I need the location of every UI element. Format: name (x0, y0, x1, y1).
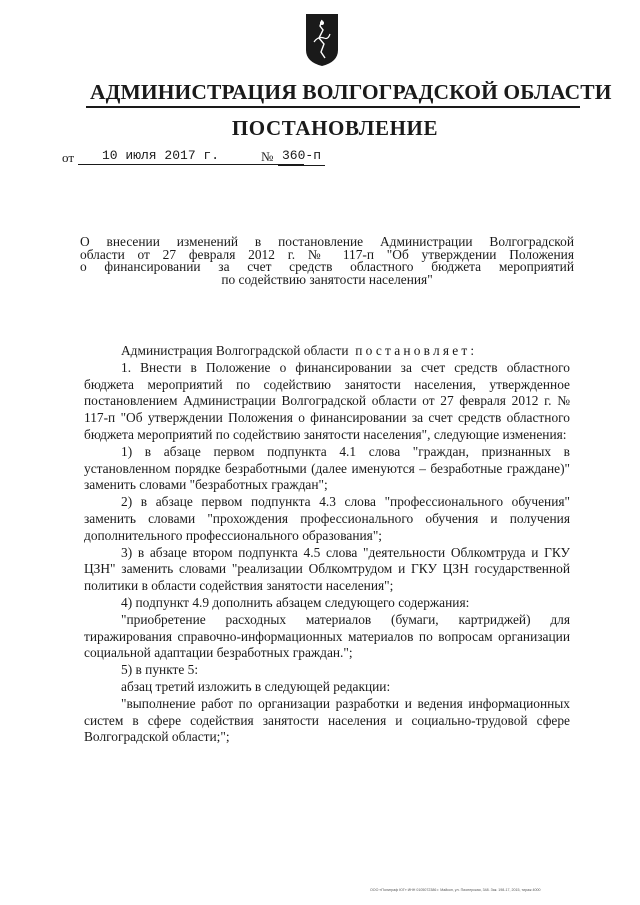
header-rule (86, 106, 580, 108)
body-paragraph: 1. Внести в Положение о финансировании за счет средств областного бюджета мероприятий по содействию занятости населения, утвержденное постановлением Администрации Волгоградской области от 27 февраля 2012 г. № 117-п "Об утверждении Положения о финансировании за счет средств областного бюджета мероприятий по содействию занятости населения", следующие изменения: (84, 359, 570, 442)
document-date: 10 июля 2017 г. (78, 148, 304, 165)
document-type: ПОСТАНОВЛЕНИЕ (231, 116, 439, 140)
body-paragraph: 3) в абзаце втором подпункта 4.5 слова "деятельности Облкомтруда и ГКУ ЦЗН" заменить словами "реализации Облкомтрудом и ГКУ ЦЗН государственной политики в области содействия занятости населения"; (84, 544, 570, 594)
from-label: от (62, 150, 75, 165)
intro-prefix: Администрация Волгоградской области (121, 343, 349, 358)
organization-name: АДМИНИСТРАЦИЯ ВОЛГОГРАДСКОЙ ОБЛАСТИ (90, 80, 612, 104)
body-paragraph: "приобретение расходных материалов (бумаги, картриджей) для тиражирования справочно-информационных материалов по вопросам организации социальной адаптации безработных граждан."; (84, 611, 570, 661)
body-paragraph: 2) в абзаце первом подпункта 4.3 слова "профессионального обучения" заменить словами "прохождения профессионального обучения и получения дополнительного профессионального образования"; (84, 494, 570, 543)
body-paragraph: 1) в абзаце первом подпункта 4.1 слова "граждан, признанных в установленном порядке безработными (далее именуются – безработные граждане)" заменить словами "безработных граждан"; (84, 443, 570, 493)
document-title (80, 236, 574, 286)
title-line: области от 27 февраля 2012 г. № 117-п "Об утверждении Положения (80, 246, 574, 262)
title-line: О внесении изменений в постановление Администрации Волгоградской (80, 234, 574, 249)
number-label: № (261, 149, 274, 164)
document-number: 360-п (278, 148, 325, 166)
body-paragraph: абзац третий изложить в следующей редакции: (121, 678, 391, 694)
title-line: по содействию занятости населения" (221, 271, 433, 287)
print-imprint: ООО «Полиграф ЮГ» ИНН 0105072386 г. Майкоп, ул. Пионерская, 348. Зак. 198-17, 2015, тираж 4000 (370, 888, 541, 892)
title-line: о финансировании за счет средств областного бюджета мероприятий (80, 259, 574, 275)
intro-resolves: постановляет: (355, 343, 478, 358)
body-paragraph: "выполнение работ по организации разработки и ведения информационных систем в сфере содействия занятости населения и социально-трудовой сфере Волгоградской области;"; (84, 695, 570, 745)
document-body (84, 343, 570, 746)
body-paragraph: 5) в пункте 5: (121, 662, 199, 678)
coat-of-arms-icon (304, 12, 340, 68)
intro-paragraph (84, 343, 570, 360)
registration-line (62, 148, 392, 166)
body-paragraph: 4) подпункт 4.9 дополнить абзацем следующего содержания: (121, 594, 470, 610)
